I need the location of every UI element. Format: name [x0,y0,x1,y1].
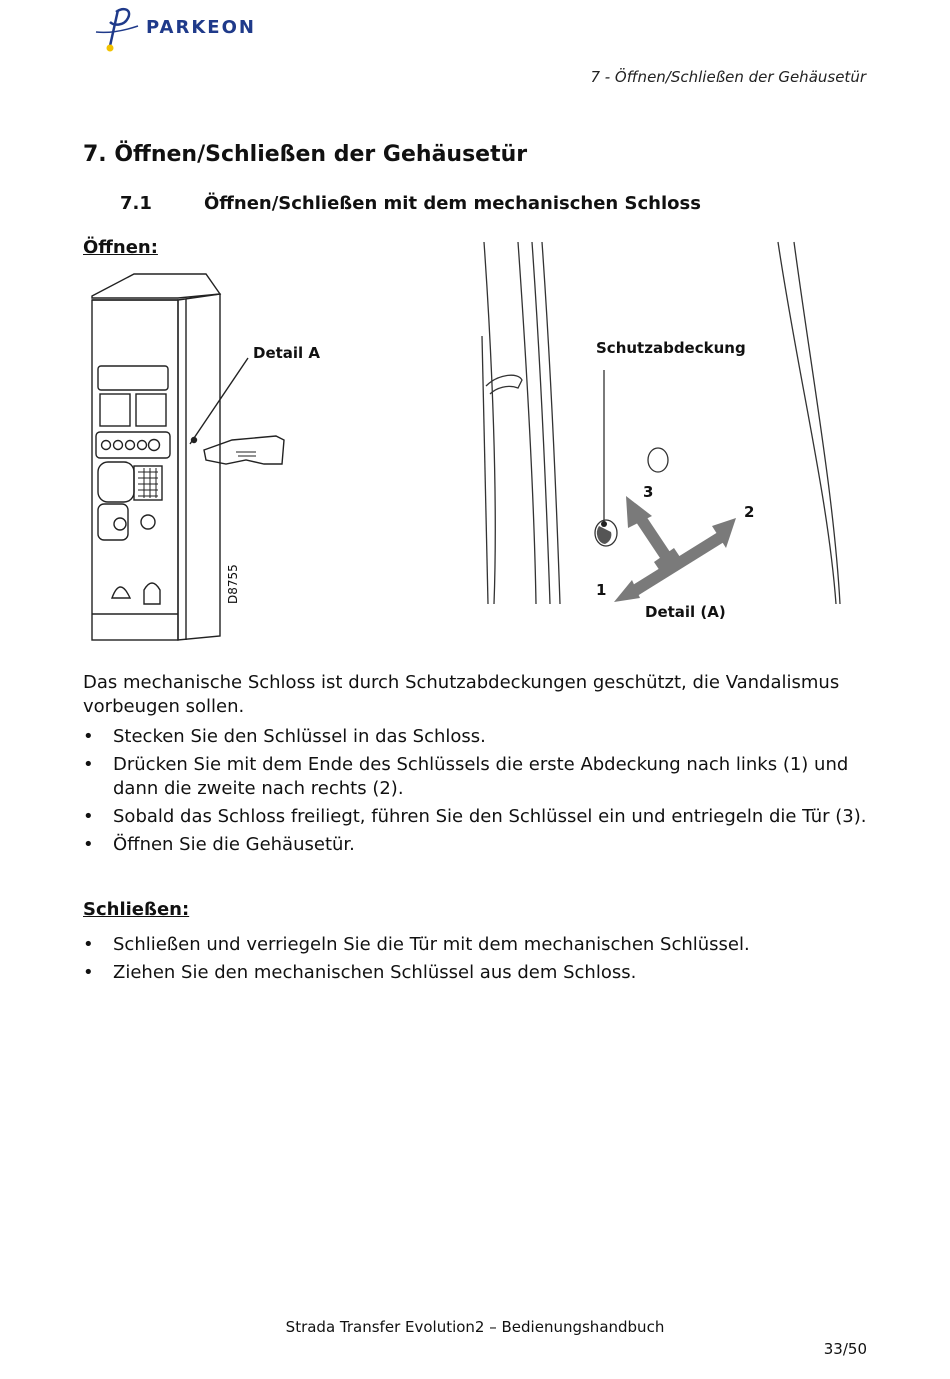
arrow-1-label: 1 [596,581,607,599]
intro-paragraph: Das mechanische Schloss ist durch Schutzabdeckungen geschützt, die Vandalismus vorbeugen sollen. [83,672,840,717]
figure1-ref-code: D8755 [226,564,240,604]
list-item: • Ziehen Sie den mechanischen Schlüssel aus dem Schloss. [83,962,637,983]
list-item: • Drücken Sie mit dem Ende des Schlüssels die erste Abdeckung nach links (1) und dann die zweite nach rechts (2). [83,754,849,799]
list-item: • Schließen und verriegeln Sie die Tür mit dem mechanischen Schlüssel. [83,934,750,955]
list-item: • Öffnen Sie die Gehäusetür. [83,834,355,855]
close-steps-list [83,933,873,989]
logo-wordmark: PARKEON [146,17,256,38]
section-title: 7. Öffnen/Schließen der Gehäusetür [83,142,528,167]
arrow-2-label: 2 [744,503,755,521]
figure2-detail-label: Detail (A) [645,603,726,621]
close-heading: Schließen: [83,899,190,920]
subsection-number: 7.1 [120,193,152,214]
arrow-3-label: 3 [643,483,654,501]
open-heading: Öffnen: [83,237,158,258]
open-steps-list [83,725,873,861]
figure-parking-meter [86,268,346,648]
page-number: 33/50 [823,1340,867,1358]
list-item: • Sobald das Schloss freiliegt, führen Sie den Schlüssel ein und entriegeln die Tür (3). [83,806,867,827]
running-header: 7 - Öffnen/Schließen der Gehäusetür [590,68,866,86]
subsection-title: Öffnen/Schließen mit dem mechanischen Schloss [204,193,701,214]
figure2-cover-label: Schutzabdeckung [596,339,746,357]
figure-lock-detail [478,236,848,611]
figure1-detail-label: Detail A [253,344,321,362]
footer-title: Strada Transfer Evolution2 – Bedienungshandbuch [285,1318,665,1336]
list-item: • Stecken Sie den Schlüssel in das Schloss. [83,726,486,747]
